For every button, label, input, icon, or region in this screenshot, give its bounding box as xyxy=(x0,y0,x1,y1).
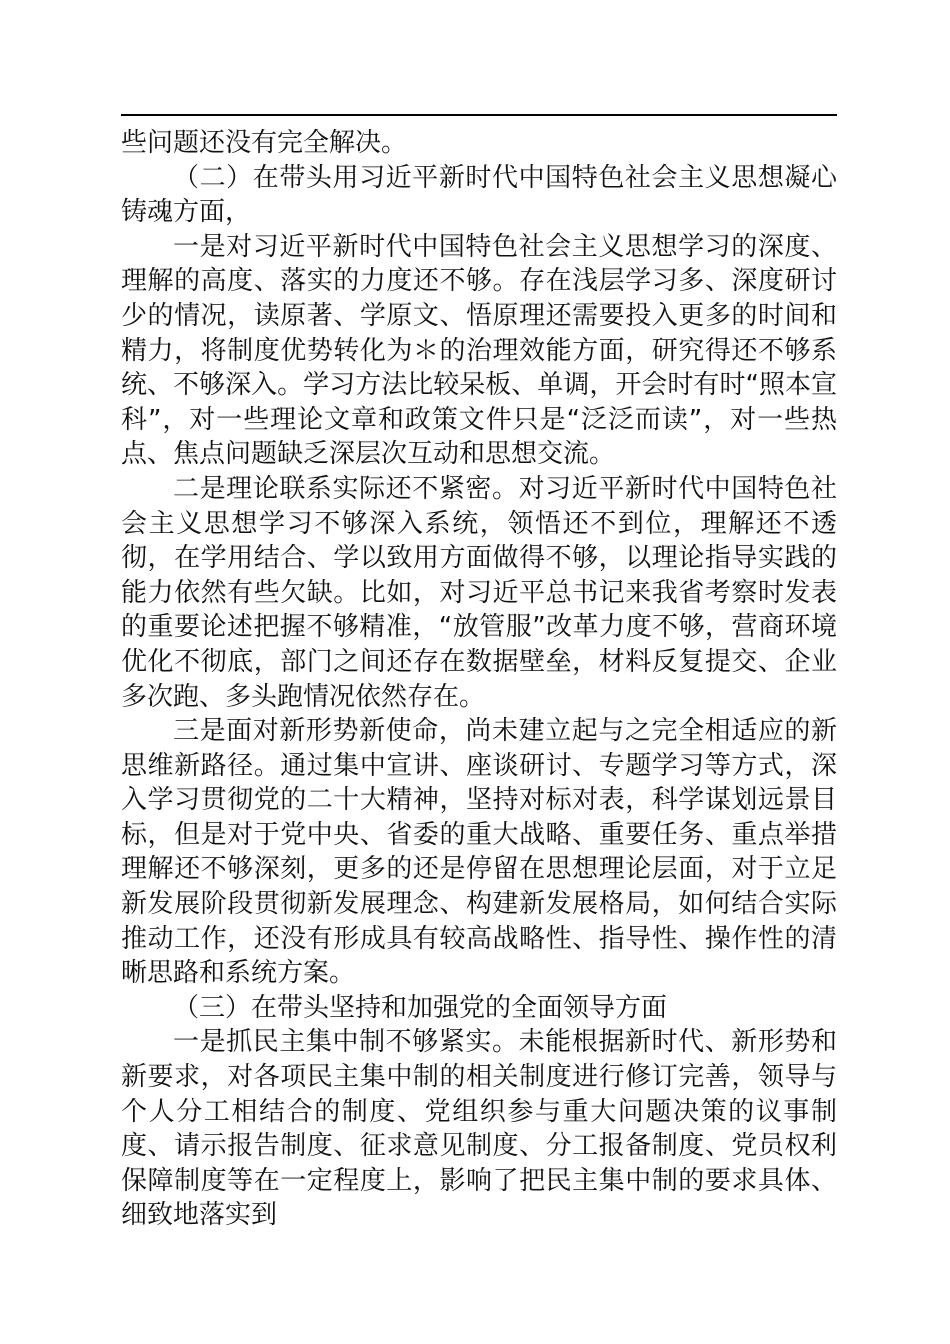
paragraph-item-2: 二是理论联系实际还不紧密。对习近平新时代中国特色社会主义思想学习不够深入系统，领悟还不到位，理解还不透彻，在学用结合、学以致用方面做得不够，以理论指导实践的能力依然有些欠缺。比如，对习近平总书记来我省考察时发表的重要论述把握不够精准，“放管服”改革力度不够，营商环境优化不彻底，部门之间还存在数据壁垒，材料反复提交、企业多次跑、多头跑情况依然存在。 xyxy=(121,473,837,712)
section-heading-3: （三）在带头坚持和加强党的全面领导方面 xyxy=(173,992,668,1023)
paragraph-item-1: 一是对习近平新时代中国特色社会主义思想学习的深度、理解的高度、落实的力度还不够。存在浅层学习多、深度研讨少的情况，读原著、学原文、悟原理还需要投入更多的时间和精力，将制度优势转化为＊的治理效能方面，研究得还不够系统、不够深入。学习方法比较呆板、单调，开会时有时“照本宣科”，对一些理论文章和政策文件只是“泛泛而读”，对一些热点、焦点问题缺乏深层次互动和思想交流。 xyxy=(121,231,837,470)
header-rule xyxy=(121,114,837,116)
document-body xyxy=(121,126,837,1233)
paragraph-item-3: 三是面对新形势新使命，尚未建立起与之完全相适应的新思维新路径。通过集中宣讲、座谈研讨、专题学习等方式，深入学习贯彻党的二十大精神，坚持对标对表，科学谋划远景目标，但是对于党中央、省委的重大战略、重要任务、重点举措理解还不够深刻，更多的还是停留在思想理论层面，对于立足新发展阶段贯彻新发展理念、构建新发展格局，如何结合实际推动工作，还没有形成具有较高战略性、指导性、操作性的清晰思路和系统方案。 xyxy=(121,716,837,989)
paragraph-continuation: 些问题还没有完全解决。 xyxy=(121,128,408,158)
section-heading-2: （二）在带头用习近平新时代中国特色社会主义思想凝心铸魂方面， xyxy=(121,162,837,228)
paragraph-item-4: 一是抓民主集中制不够紧实。未能根据新时代、新形势和新要求，对各项民主集中制的相关制度进行修订完善，领导与个人分工相结合的制度、党组织参与重大问题决策的议事制度、请示报告制度、征求意见制度、分工报备制度、党员权利保障制度等在一定程度上，影响了把民主集中制的要求具体、细致地落实到 xyxy=(121,1027,837,1231)
